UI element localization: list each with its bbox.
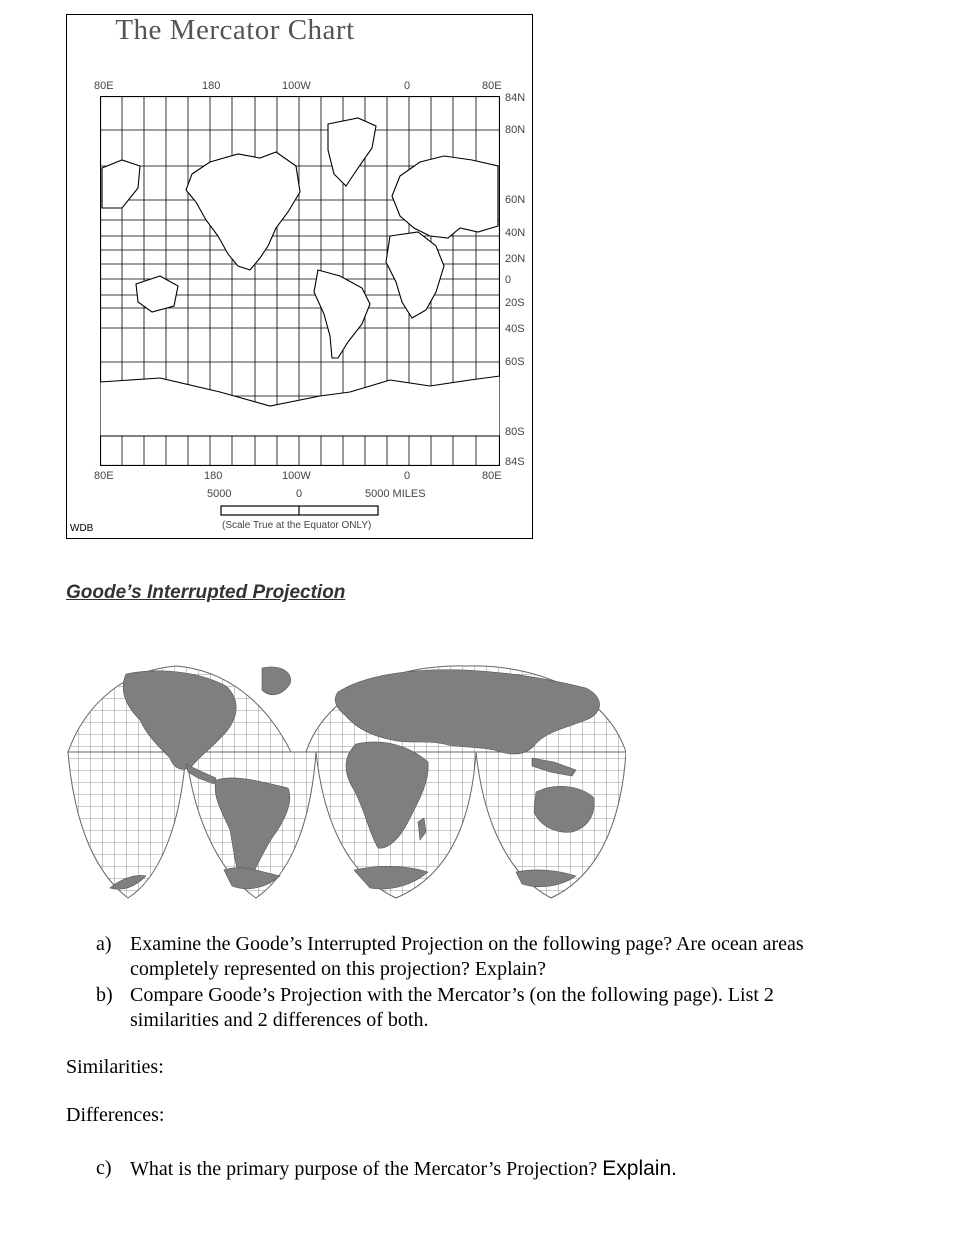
similarities-label: Similarities: bbox=[66, 1056, 164, 1078]
scale-label-5000-miles: 5000 MILES bbox=[365, 488, 426, 500]
lat-label-60n: 60N bbox=[505, 194, 526, 206]
top-label-80e-right: 80E bbox=[482, 80, 502, 92]
lat-label-80n: 80N bbox=[505, 124, 526, 136]
bottom-label-180: 180 bbox=[204, 470, 223, 482]
bottom-label-80e-right: 80E bbox=[482, 470, 502, 482]
question-c-mark: c) bbox=[96, 1157, 112, 1179]
lat-label-84s: 84S bbox=[505, 456, 525, 468]
top-label-0: 0 bbox=[404, 80, 411, 92]
question-c-explain: Explain. bbox=[602, 1157, 677, 1180]
lat-label-20s: 20S bbox=[505, 297, 525, 309]
scale-label-5000: 5000 bbox=[207, 488, 232, 500]
lat-label-60s: 60S bbox=[505, 356, 525, 368]
lat-label-0: 0 bbox=[505, 274, 512, 286]
question-b-mark: b) bbox=[96, 984, 113, 1006]
lat-label-84n: 84N bbox=[505, 92, 526, 104]
question-c bbox=[96, 1156, 896, 1186]
mercator-map bbox=[100, 96, 500, 466]
top-label-80e-left: 80E bbox=[94, 80, 114, 92]
question-a bbox=[96, 932, 896, 984]
bottom-label-0: 0 bbox=[404, 470, 411, 482]
bottom-label-100w: 100W bbox=[282, 470, 311, 482]
lat-label-80s: 80S bbox=[505, 426, 525, 438]
question-b-text: Compare Goode’s Projection with the Mercator’s (on the following page). List 2 similarities and 2 differences of both. bbox=[130, 984, 774, 1031]
scale-bar bbox=[220, 504, 380, 518]
question-a-mark: a) bbox=[96, 933, 112, 955]
lat-label-40s: 40S bbox=[505, 323, 525, 335]
goode-projection-map bbox=[66, 662, 626, 902]
top-label-180: 180 bbox=[202, 80, 221, 92]
mercator-title: The Mercator Chart bbox=[115, 14, 355, 46]
goode-heading: Goode’s Interrupted Projection bbox=[66, 582, 346, 603]
question-c-text-serif: What is the primary purpose of the Mercator’s Projection? bbox=[130, 1158, 598, 1180]
lat-label-20n: 20N bbox=[505, 253, 526, 265]
bottom-label-80e-left: 80E bbox=[94, 470, 114, 482]
scale-note: (Scale True at the Equator ONLY) bbox=[222, 520, 372, 531]
lat-label-40n: 40N bbox=[505, 227, 526, 239]
question-a-text: Examine the Goode’s Interrupted Projection on the following page? Are ocean areas completely represented on this projection? Explain? bbox=[130, 933, 804, 980]
question-c-text bbox=[130, 1156, 860, 1182]
top-label-100w: 100W bbox=[282, 80, 311, 92]
differences-label: Differences: bbox=[66, 1104, 165, 1126]
question-b bbox=[96, 983, 896, 1035]
scale-label-0: 0 bbox=[296, 488, 303, 500]
wdb-credit: WDB bbox=[70, 523, 94, 534]
